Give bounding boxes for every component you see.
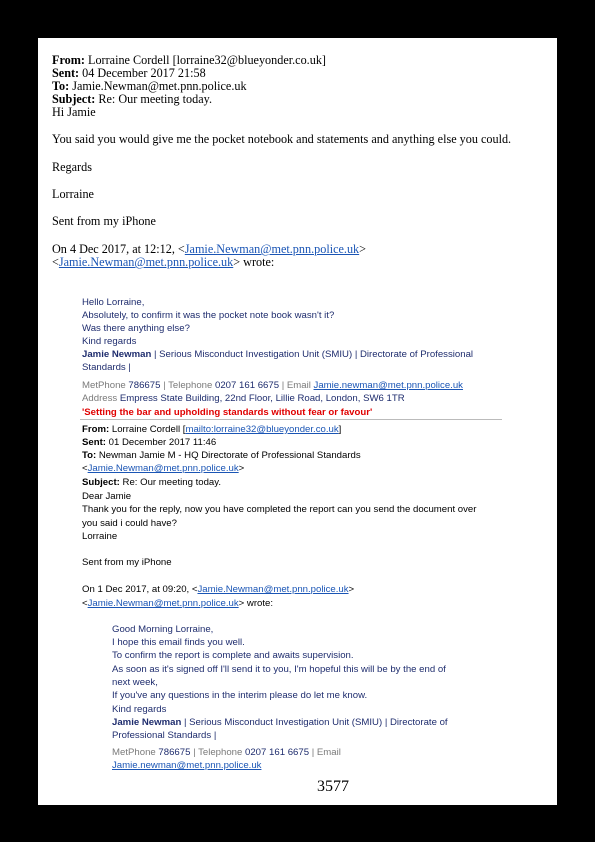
email-link[interactable]: Jamie.Newman@met.pnn.police.uk: [87, 598, 239, 609]
reply1-line: Hello Lorraine,: [82, 297, 145, 308]
email2-quote-intro: On 1 Dec 2017, at 09:20, <Jamie.Newman@met.pnn.police.uk>: [82, 584, 355, 595]
email-link[interactable]: Jamie.Newman@met.pnn.police.uk: [87, 463, 239, 474]
email1-sent-line: Sent: 04 December 2017 21:58: [52, 66, 206, 80]
reply2-signature-line2: Professional Standards |: [112, 730, 217, 741]
email2-to-line: To: Newman Jamie M - HQ Directorate of Professional Standards: [82, 450, 361, 461]
quote-divider: [80, 419, 502, 420]
reply2-line: If you've any questions in the interim please do let me know.: [112, 690, 368, 701]
email-link[interactable]: Jamie.Newman@met.pnn.police.uk: [197, 584, 349, 595]
email-link[interactable]: Jamie.newman@met.pnn.police.uk: [112, 760, 262, 771]
reply1-line: Absolutely, to confirm it was the pocket note book wasn't it?: [82, 310, 335, 321]
document-page: [38, 38, 557, 805]
reply2-contact-line: MetPhone 786675 | Telephone 0207 161 6675 | Email: [112, 747, 341, 758]
mailto-link[interactable]: mailto:lorraine32@blueyonder.co.uk: [185, 424, 339, 435]
reply2-line: Good Morning Lorraine,: [112, 624, 214, 635]
reply1-line: Kind regards: [82, 336, 137, 347]
email1-from-line: From: Lorraine Cordell [lorraine32@blueyonder.co.uk]: [52, 53, 326, 67]
reply1-signature-line1: Jamie Newman | Serious Misconduct Investigation Unit (SMIU) | Directorate of Professional: [82, 349, 474, 360]
email2-greeting: Dear Jamie: [82, 491, 132, 502]
reply2-line: next week,: [112, 677, 158, 688]
email1-body: You said you would give me the pocket notebook and statements and anything else you could.: [52, 132, 512, 146]
email2-subject-line: Subject: Re: Our meeting today.: [82, 477, 221, 488]
email2-quote-intro-line2: <Jamie.Newman@met.pnn.police.uk> wrote:: [82, 598, 274, 609]
email2-body-line1: Thank you for the reply, now you have completed the report can you send the document over: [82, 504, 477, 515]
email2-from-line: From: Lorraine Cordell [mailto:lorraine32@blueyonder.co.uk]: [82, 424, 342, 435]
reply2-signature-line1: Jamie Newman | Serious Misconduct Investigation Unit (SMIU) | Directorate of: [112, 717, 448, 728]
email-link[interactable]: Jamie.Newman@met.pnn.police.uk: [184, 242, 360, 256]
reply1-contact-line: MetPhone 786675 | Telephone 0207 161 6675 | Email Jamie.newman@met.pnn.police.uk: [82, 380, 463, 391]
email2-body-line2: you said i could have?: [82, 518, 177, 529]
email1-regards: Regards: [52, 160, 92, 174]
email1-quote-intro: On 4 Dec 2017, at 12:12, <Jamie.Newman@met.pnn.police.uk>: [52, 242, 367, 256]
reply2-line: Kind regards: [112, 704, 167, 715]
page-number: 3577: [317, 778, 349, 795]
email-link[interactable]: Jamie.Newman@met.pnn.police.uk: [58, 255, 234, 269]
email1-to-line: To: Jamie.Newman@met.pnn.police.uk: [52, 79, 247, 93]
email2-sent-line: Sent: 01 December 2017 11:46: [82, 437, 217, 448]
email-link[interactable]: Jamie.newman@met.pnn.police.uk: [313, 380, 463, 391]
reply2-line: I hope this email finds you well.: [112, 637, 245, 648]
email1-greeting: Hi Jamie: [52, 105, 96, 119]
reply1-line: Was there anything else?: [82, 323, 190, 334]
email2-sent-from: Sent from my iPhone: [82, 557, 172, 568]
email2-name: Lorraine: [82, 531, 118, 542]
email1-subject-line: Subject: Re: Our meeting today.: [52, 92, 212, 106]
reply1-signature-line2: Standards |: [82, 362, 131, 373]
email1-name: Lorraine: [52, 187, 94, 201]
reply1-motto: 'Setting the bar and upholding standards without fear or favour': [82, 407, 373, 418]
email1-sent-from: Sent from my iPhone: [52, 214, 156, 228]
email1-quote-intro-line2: <Jamie.Newman@met.pnn.police.uk> wrote:: [52, 255, 275, 269]
reply2-line: As soon as it's signed off I'll send it to you, I'm hopeful this will be by the end of: [112, 664, 446, 675]
reply1-address-line: Address Empress State Building, 22nd Floor, Lillie Road, London, SW6 1TR: [82, 393, 405, 404]
email2-to-line2: <Jamie.Newman@met.pnn.police.uk>: [82, 463, 245, 474]
reply2-email-line: [112, 759, 261, 772]
reply2-line: To confirm the report is complete and awaits supervision.: [112, 650, 354, 661]
